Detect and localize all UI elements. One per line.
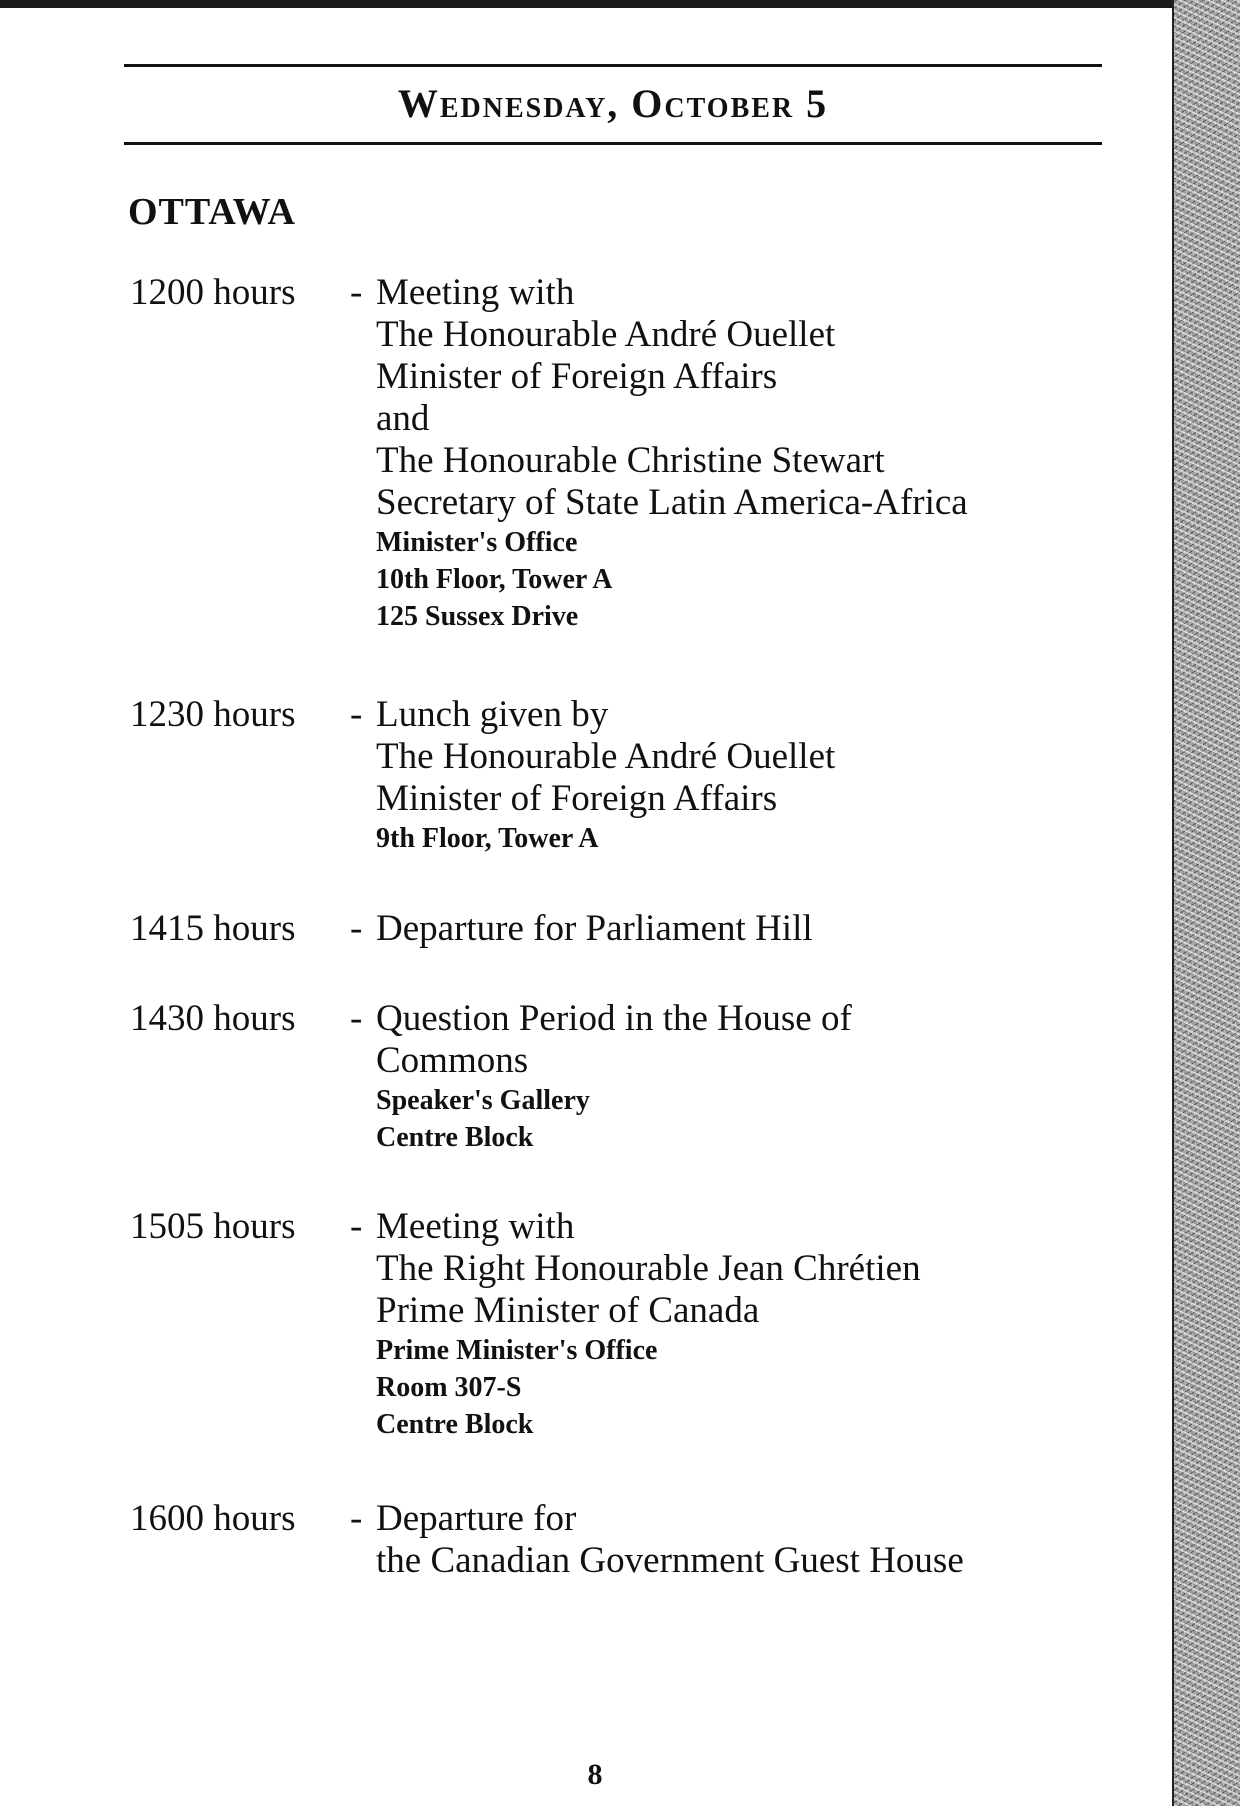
entry-line: and — [376, 398, 430, 439]
entry-line: Minister of Foreign Affairs — [376, 778, 778, 819]
entry-dash: - — [350, 694, 363, 735]
entry-line: The Honourable André Ouellet — [376, 736, 836, 777]
schedule-entry — [130, 908, 1090, 950]
schedule-entry — [130, 1206, 1090, 1443]
entry-location: 125 Sussex Drive — [376, 601, 579, 632]
entry-time: 1200 hours — [130, 272, 296, 313]
schedule-entry — [130, 1498, 1090, 1582]
page-title: Wednesday, October 5 — [397, 81, 829, 126]
header-rule-bottom — [124, 142, 1102, 145]
schedule-entry — [130, 998, 1090, 1156]
entry-location: Centre Block — [376, 1409, 534, 1440]
scan-top-edge — [0, 0, 1190, 8]
entry-line: Prime Minister of Canada — [376, 1290, 760, 1331]
entry-time: 1600 hours — [130, 1498, 296, 1539]
schedule-entry — [130, 272, 1090, 635]
entry-lead: Question Period in the House of — [376, 998, 852, 1039]
entry-location: Prime Minister's Office — [376, 1335, 658, 1366]
entry-lead: Departure for Parliament Hill — [376, 908, 813, 949]
entry-lead: Meeting with — [376, 272, 575, 313]
entry-line: The Honourable Christine Stewart — [376, 440, 885, 481]
entry-dash: - — [350, 272, 363, 313]
entry-dash: - — [350, 1498, 363, 1539]
entry-lead: Departure for — [376, 1498, 577, 1539]
page-number: 8 — [587, 1758, 603, 1791]
entry-line: The Right Honourable Jean Chrétien — [376, 1248, 921, 1289]
entry-location: 9th Floor, Tower A — [376, 823, 599, 854]
entry-line: Commons — [376, 1040, 529, 1081]
entry-dash: - — [350, 1206, 363, 1247]
entry-time: 1505 hours — [130, 1206, 296, 1247]
binding-spine — [1174, 0, 1240, 1806]
entry-dash: - — [350, 998, 363, 1039]
entry-location: Speaker's Gallery — [376, 1085, 590, 1116]
entry-line: The Honourable André Ouellet — [376, 314, 836, 355]
entry-lead: Lunch given by — [376, 694, 609, 735]
entry-location: Minister's Office — [376, 527, 578, 558]
entry-location: 10th Floor, Tower A — [376, 564, 613, 595]
entry-line: the Canadian Government Guest House — [376, 1540, 964, 1581]
entry-line: Secretary of State Latin America-Africa — [376, 482, 968, 523]
header-rule-top — [124, 64, 1102, 67]
entry-dash: - — [350, 908, 363, 949]
entry-location: Centre Block — [376, 1122, 534, 1153]
schedule-entry — [130, 694, 1090, 857]
entry-line: Minister of Foreign Affairs — [376, 356, 778, 397]
entry-time: 1230 hours — [130, 694, 296, 735]
entry-time: 1430 hours — [130, 998, 296, 1039]
entry-lead: Meeting with — [376, 1206, 575, 1247]
city-heading: OTTAWA — [128, 191, 296, 233]
entry-time: 1415 hours — [130, 908, 296, 949]
entry-location: Room 307-S — [376, 1372, 522, 1403]
